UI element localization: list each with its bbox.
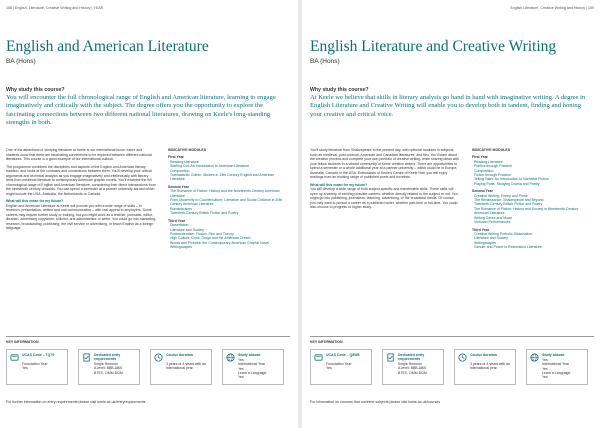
module-item: Fiction through Practice (474, 173, 511, 178)
gutter (298, 0, 302, 428)
key-info-heading: KEY INFORMATION (6, 340, 39, 344)
module-item: Transatlantic Gothic: Studies in 19th Century English and American Literature (170, 173, 275, 182)
module-item: Composition (474, 168, 494, 173)
body-paragraph: English and American Literature at Keele will provide you with a wide range of skills – in research, presentation, written and oral communication – with real appeal to employers. Some careers may require further study or training, but you might work as a teacher, journalist, editor, librarian, advertising copywriter, solicitor, arts administrator or writer. You could go into marketing, research, broadcasting, publishing, the civil service or advertising, or teach English as a foreign language. (6, 203, 156, 230)
module-item: Gender and Power in Restoration Literature (474, 245, 542, 250)
module-item: Postmodernism: Fiction, Film and Theory (170, 231, 234, 236)
info-value: Yes International Year Yes Learn a Language Yes (238, 358, 267, 380)
body-paragraph: You will develop a wide range of both subject-specific and transferable skills. These skills will open up a variety of exciting possible careers, whether directly related to the subject or not. You might go into publishing, journalism, teaching, advertising, or the broadcast media. Of course, you may want to pursue a career as a published writer, whether part-time or full-time. You could also choose to progress to higher study. (310, 187, 458, 209)
globe-icon (226, 353, 235, 362)
entry-requirements-icon (82, 353, 91, 362)
module-item: Literature and Society (474, 236, 509, 241)
body-paragraph: One of the attractions of studying literature at Keele is our international focus: tutors and students know that there are fascinating connections to be explored between different national literatures. This course is a good example of our international outlook. (6, 148, 152, 161)
module-item: Romanticisms (170, 206, 192, 211)
year-label: Third Year (472, 227, 490, 232)
info-box-entry (78, 349, 140, 385)
module-item: Starting Out: An Introduction to American Literature (170, 164, 250, 169)
running-head: English Literature, Creative Writing and History | 159 (510, 6, 594, 10)
info-value: 3 years or 4 years with an international year (166, 362, 207, 371)
award-label: BA (Hons) (6, 58, 36, 65)
modules-list (472, 148, 592, 250)
info-box-study-abroad (222, 349, 284, 385)
module-item: Twentieth-Century British Fiction and Poetry (474, 202, 543, 207)
footer-note: For further information on entry requirements please visit keele.ac.uk/entryrequirements (6, 400, 146, 404)
module-item: The Romance of Fiction: History and the Nineteenth-Century American Literature (170, 189, 280, 198)
body-paragraph: The programme combines the disciplines and aspects of the English and American literary tradition, and looks at the contrasts and connections between them. You'll develop your critical arguments and technical analysis as you engage imaginatively and intellectually with literary texts from medieval literature to contemporary American graphic novels. You'll examine the full chronological range of English and American literature, considering their direct intersections from the nineteenth century onwards. You can spend a semester at a partner university abroad which might include the USA, Australia, the Netherlands or Canada. (6, 164, 156, 196)
module-item: Reading Literature (170, 159, 199, 164)
body-text (6, 148, 156, 234)
award-label: BA (Hons) (310, 58, 340, 65)
module-item: The Romance of Fiction: History and Society in Nineteenth-Century American Literature (474, 206, 579, 216)
divider (6, 336, 290, 337)
info-value: Single Honours A-level: BBB-ABB BTEC: DMM-DDM (398, 362, 427, 375)
info-title: Dedicated entry requirements (94, 353, 121, 362)
divider (310, 336, 594, 337)
year-label: First Year (472, 155, 488, 160)
info-box-ucas (310, 349, 372, 385)
year-label: Third Year (168, 218, 186, 223)
info-box-duration (454, 349, 516, 385)
why-text: You will encounter the full chronological range of English and American literature, learning to engage imaginatively and critically with the subject. The degree offers you the opportunity to explore the fascinating connections between two different national literatures, drawing on Keele's long-standing strengths in both. (6, 94, 276, 127)
module-item: Victorian Performances (474, 220, 511, 225)
ucas-icon (314, 353, 323, 362)
info-title: Dedicated entry requirements (398, 353, 425, 362)
page-title: English and American Literature (6, 38, 209, 55)
globe-icon (530, 353, 539, 362)
key-info-row (6, 349, 292, 385)
module-item: Creative Writing Portfolio Dissertation (474, 231, 533, 236)
entry-requirements-icon (386, 353, 395, 362)
left-page (0, 0, 296, 428)
why-heading: Why study this course? (6, 87, 65, 93)
info-value: Foundation Year Yes (22, 362, 48, 371)
module-item: Writing Genre and Mode (474, 215, 513, 220)
future-heading: What will this mean for my future? (310, 182, 368, 187)
modules-heading: INDICATIVE MODULES (168, 148, 207, 152)
info-title: UCAS Code – TQ79 (22, 353, 55, 357)
why-heading: Why study this course? (310, 87, 369, 93)
module-item: The Renaissance: Shakespeare and Beyond (474, 198, 544, 203)
info-value: Single Honours A-level: BBB-ABB BTEC: DMM-DDM (94, 362, 123, 375)
modules-list (168, 148, 288, 250)
info-title: Study abroad (542, 353, 565, 357)
info-box-duration (150, 349, 212, 385)
footer-note: For information on courses that combine subjects please visit keele.ac.uk/courses (310, 400, 441, 404)
info-box-entry (382, 349, 444, 385)
info-title: Course duration (166, 353, 194, 357)
module-item: Telling Tales: An Introduction to Narrative Fiction (474, 177, 549, 182)
body-text (310, 148, 460, 213)
right-page (304, 0, 600, 428)
info-value: Foundation Year Yes (326, 362, 352, 371)
clock-icon (154, 353, 163, 362)
page-title: English Literature and Creative Writing (310, 38, 557, 55)
module-item: Reading Literature (474, 159, 503, 164)
module-item: Poetics through Practice (474, 164, 512, 169)
modules-heading: INDICATIVE MODULES (472, 148, 511, 152)
info-box-study-abroad (526, 349, 588, 385)
clock-icon (458, 353, 467, 362)
info-title: UCAS Code – Q8W8 (326, 353, 360, 357)
module-item: Creative Writing: Poetry and Prose (474, 193, 528, 198)
module-item: From Modernity to Counterculture: Literature and Social Criticism in 20th Century American Literature (170, 198, 283, 207)
module-item: Literature and Society (170, 227, 205, 232)
year-label: Second Year (168, 184, 189, 189)
module-item: High Culture: Drink, Drugs and the American Dream (170, 236, 251, 241)
year-label: Second Year (472, 189, 493, 194)
year-label: First Year (168, 155, 184, 160)
future-heading: What will this mean for my future? (6, 199, 64, 203)
module-item: Writingscapes (170, 245, 192, 250)
info-title: Course duration (470, 353, 498, 357)
module-item: Twentieth-Century British Fiction and Poetry (170, 211, 239, 216)
ucas-icon (10, 353, 19, 362)
running-head: 156 | English, Literature, Creative Writing and History | YEAR (6, 6, 104, 10)
info-box-ucas (6, 349, 68, 385)
info-value: 3 years or 4 years with an international year (470, 362, 511, 371)
module-item: Writingscapes (474, 240, 496, 245)
info-title: Study abroad (238, 353, 261, 357)
module-item: Playing Parts: Studying Drama and Poetry (474, 181, 540, 186)
body-paragraph: You'll study literature from Shakespeare to the present day, with optional modules in subjects such as medieval, post-colonial, American and Canadian literatures, and film. You'll learn about the creative process and complete your own portfolio of creative writing, while sharing ideas with your fellow students in a vibrant community of Keele creative writers. There are opportunities to spend a semester or a whole additional year at a partner university – which could be in Europe, Australia, Canada or the USA. Enthusiasts of Keele's Centre of Keele Hall, you will enjoy readings from an exciting range of published poets and novelists. (310, 148, 460, 179)
key-info-row (310, 349, 596, 385)
module-item: Composition (170, 168, 190, 173)
key-info-heading: KEY INFORMATION (310, 340, 343, 344)
why-text: At Keele we believe that skills in literary analysis go hand in hand with imaginative writing. A degree in English Literature and Creative Writing will enable you to develop both in tandem, finding and honing your creative and critical voice. (310, 94, 586, 118)
module-item: Dissertation (170, 223, 189, 228)
info-value: Yes International Year Yes Learn a Language Yes (542, 358, 571, 380)
module-item: Words and Pictures: the Contemporary American Graphic Novel (170, 240, 270, 245)
